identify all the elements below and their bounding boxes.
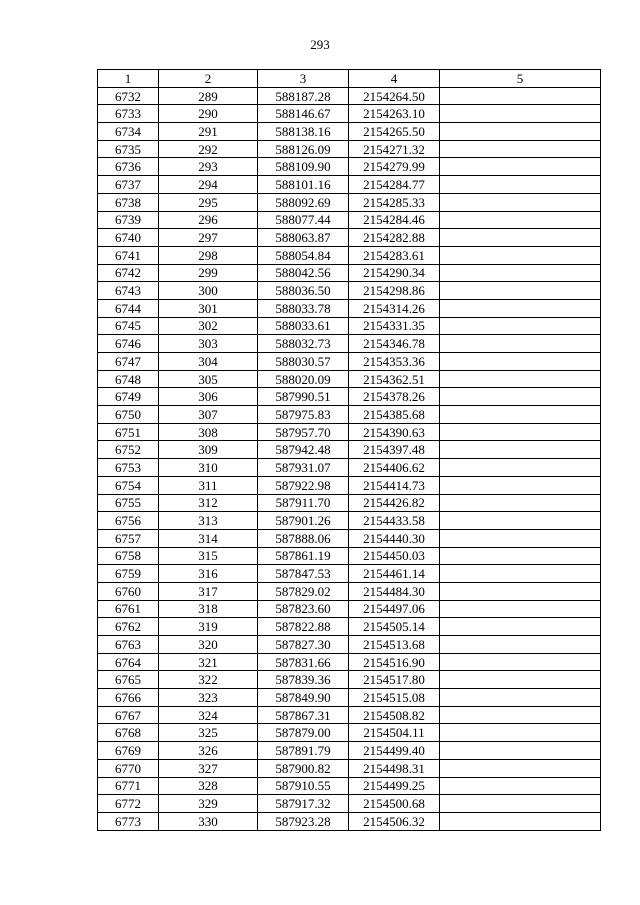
table-cell-col-3: 587910.55: [258, 777, 349, 795]
table-row: [98, 777, 601, 795]
table-cell-col-1: 6752: [98, 441, 159, 459]
table-cell-col-2: 294: [159, 176, 258, 194]
table-cell-col-1: 6732: [98, 87, 159, 105]
table-cell-col-4: 2154298.86: [349, 282, 440, 300]
table-cell-col-5: [440, 653, 601, 671]
table-cell-col-3: 587867.31: [258, 706, 349, 724]
table-row: [98, 140, 601, 158]
table-cell-col-5: [440, 689, 601, 707]
table-row: [98, 370, 601, 388]
table-cell-col-2: 320: [159, 636, 258, 654]
table-cell-col-5: [440, 264, 601, 282]
table-cell-col-2: 321: [159, 653, 258, 671]
table-cell-col-3: 587879.00: [258, 724, 349, 742]
table-cell-col-3: 587839.36: [258, 671, 349, 689]
table-header-row: [98, 70, 601, 88]
coordinates-table: [97, 69, 601, 831]
table-cell-col-4: 2154414.73: [349, 476, 440, 494]
table-cell-col-1: 6758: [98, 547, 159, 565]
table-cell-col-3: 587931.07: [258, 459, 349, 477]
table-cell-col-3: 587911.70: [258, 494, 349, 512]
table-cell-col-3: 588109.90: [258, 158, 349, 176]
table-cell-col-1: 6745: [98, 317, 159, 335]
table-cell-col-2: 311: [159, 476, 258, 494]
table-row: [98, 158, 601, 176]
table-cell-col-4: 2154353.36: [349, 353, 440, 371]
table-cell-col-2: 301: [159, 299, 258, 317]
table-cell-col-5: [440, 742, 601, 760]
table-cell-col-1: 6768: [98, 724, 159, 742]
table-cell-col-2: 324: [159, 706, 258, 724]
table-cell-col-2: 303: [159, 335, 258, 353]
table-cell-col-4: 2154265.50: [349, 123, 440, 141]
table-cell-col-5: [440, 123, 601, 141]
table-cell-col-4: 2154283.61: [349, 246, 440, 264]
table-cell-col-4: 2154513.68: [349, 636, 440, 654]
table-cell-col-2: 289: [159, 87, 258, 105]
table-cell-col-5: [440, 547, 601, 565]
table-row: [98, 759, 601, 777]
table-cell-col-1: 6750: [98, 406, 159, 424]
table-row: [98, 812, 601, 830]
table-cell-col-2: 297: [159, 229, 258, 247]
table-cell-col-5: [440, 353, 601, 371]
table-row: [98, 441, 601, 459]
table-row: [98, 317, 601, 335]
table-cell-col-3: 588101.16: [258, 176, 349, 194]
column-header-1: 1: [98, 70, 159, 88]
table-cell-col-5: [440, 193, 601, 211]
table-row: [98, 246, 601, 264]
table-row: [98, 211, 601, 229]
table-cell-col-2: 310: [159, 459, 258, 477]
table-cell-col-4: 2154484.30: [349, 582, 440, 600]
table-row: [98, 388, 601, 406]
column-header-2: 2: [159, 70, 258, 88]
table-cell-col-4: 2154314.26: [349, 299, 440, 317]
table-cell-col-4: 2154263.10: [349, 105, 440, 123]
table-row: [98, 335, 601, 353]
table-cell-col-1: 6736: [98, 158, 159, 176]
table-cell-col-2: 291: [159, 123, 258, 141]
table-cell-col-1: 6769: [98, 742, 159, 760]
table-cell-col-2: 308: [159, 423, 258, 441]
table-cell-col-3: 588020.09: [258, 370, 349, 388]
table-cell-col-5: [440, 229, 601, 247]
table-cell-col-3: 588126.09: [258, 140, 349, 158]
table-cell-col-4: 2154284.77: [349, 176, 440, 194]
table-cell-col-1: 6738: [98, 193, 159, 211]
table-cell-col-5: [440, 459, 601, 477]
table-cell-col-1: 6754: [98, 476, 159, 494]
table-cell-col-5: [440, 423, 601, 441]
table-cell-col-1: 6751: [98, 423, 159, 441]
table-cell-col-2: 317: [159, 582, 258, 600]
table-cell-col-3: 587891.79: [258, 742, 349, 760]
table-row: [98, 282, 601, 300]
table-cell-col-3: 587831.66: [258, 653, 349, 671]
column-header-4: 4: [349, 70, 440, 88]
table-row: [98, 706, 601, 724]
table-cell-col-4: 2154515.08: [349, 689, 440, 707]
table-cell-col-5: [440, 600, 601, 618]
table-cell-col-5: [440, 724, 601, 742]
table-cell-col-1: 6749: [98, 388, 159, 406]
table-cell-col-1: 6746: [98, 335, 159, 353]
table-cell-col-2: 299: [159, 264, 258, 282]
table-cell-col-1: 6760: [98, 582, 159, 600]
table-cell-col-3: 587849.90: [258, 689, 349, 707]
table-cell-col-3: 587822.88: [258, 618, 349, 636]
table-cell-col-1: 6747: [98, 353, 159, 371]
table-row: [98, 795, 601, 813]
table-row: [98, 512, 601, 530]
table-cell-col-1: 6753: [98, 459, 159, 477]
table-cell-col-3: 587861.19: [258, 547, 349, 565]
table-cell-col-2: 305: [159, 370, 258, 388]
table-cell-col-5: [440, 671, 601, 689]
table-cell-col-2: 302: [159, 317, 258, 335]
table-cell-col-1: 6733: [98, 105, 159, 123]
table-cell-col-2: 314: [159, 529, 258, 547]
table-row: [98, 618, 601, 636]
table-cell-col-4: 2154362.51: [349, 370, 440, 388]
table-cell-col-2: 292: [159, 140, 258, 158]
table-cell-col-5: [440, 441, 601, 459]
table-cell-col-5: [440, 512, 601, 530]
table-cell-col-5: [440, 176, 601, 194]
table-cell-col-5: [440, 317, 601, 335]
table-cell-col-5: [440, 335, 601, 353]
table-cell-col-2: 295: [159, 193, 258, 211]
table-body: [98, 87, 601, 830]
table-row: [98, 176, 601, 194]
table-cell-col-1: 6762: [98, 618, 159, 636]
table-cell-col-4: 2154285.33: [349, 193, 440, 211]
table-row: [98, 742, 601, 760]
table-cell-col-4: 2154279.99: [349, 158, 440, 176]
table-row: [98, 105, 601, 123]
table-cell-col-4: 2154426.82: [349, 494, 440, 512]
table-cell-col-2: 322: [159, 671, 258, 689]
table-cell-col-2: 312: [159, 494, 258, 512]
table-cell-col-2: 309: [159, 441, 258, 459]
table-row: [98, 565, 601, 583]
table-cell-col-2: 298: [159, 246, 258, 264]
table-cell-col-3: 588063.87: [258, 229, 349, 247]
table-cell-col-2: 327: [159, 759, 258, 777]
table-cell-col-4: 2154346.78: [349, 335, 440, 353]
table-cell-col-1: 6759: [98, 565, 159, 583]
table-cell-col-1: 6770: [98, 759, 159, 777]
table-cell-col-2: 304: [159, 353, 258, 371]
table-cell-col-5: [440, 370, 601, 388]
table-cell-col-1: 6743: [98, 282, 159, 300]
table-cell-col-3: 588187.28: [258, 87, 349, 105]
table-cell-col-3: 588032.73: [258, 335, 349, 353]
table-cell-col-5: [440, 246, 601, 264]
table-cell-col-1: 6761: [98, 600, 159, 618]
table-cell-col-1: 6773: [98, 812, 159, 830]
table-row: [98, 689, 601, 707]
table-cell-col-4: 2154504.11: [349, 724, 440, 742]
table-cell-col-1: 6734: [98, 123, 159, 141]
table-row: [98, 724, 601, 742]
table-cell-col-2: 329: [159, 795, 258, 813]
table-cell-col-2: 296: [159, 211, 258, 229]
table-cell-col-5: [440, 299, 601, 317]
table-cell-col-5: [440, 565, 601, 583]
table-row: [98, 87, 601, 105]
table-cell-col-3: 588138.16: [258, 123, 349, 141]
table-row: [98, 671, 601, 689]
table-cell-col-5: [440, 706, 601, 724]
table-cell-col-4: 2154331.35: [349, 317, 440, 335]
table-cell-col-4: 2154450.03: [349, 547, 440, 565]
table-cell-col-3: 588030.57: [258, 353, 349, 371]
table-row: [98, 423, 601, 441]
table-cell-col-2: 306: [159, 388, 258, 406]
table-cell-col-4: 2154385.68: [349, 406, 440, 424]
table-row: [98, 636, 601, 654]
table-cell-col-3: 588054.84: [258, 246, 349, 264]
table-cell-col-2: 300: [159, 282, 258, 300]
table-cell-col-5: [440, 759, 601, 777]
table-cell-col-2: 325: [159, 724, 258, 742]
table-cell-col-3: 588036.50: [258, 282, 349, 300]
table-cell-col-4: 2154499.40: [349, 742, 440, 760]
table-cell-col-1: 6764: [98, 653, 159, 671]
table-cell-col-4: 2154390.63: [349, 423, 440, 441]
table-cell-col-4: 2154505.14: [349, 618, 440, 636]
table-cell-col-5: [440, 388, 601, 406]
table-row: [98, 529, 601, 547]
table-cell-col-1: 6742: [98, 264, 159, 282]
table-cell-col-5: [440, 494, 601, 512]
table-row: [98, 494, 601, 512]
table-cell-col-4: 2154516.90: [349, 653, 440, 671]
table-cell-col-4: 2154264.50: [349, 87, 440, 105]
table-cell-col-5: [440, 158, 601, 176]
table-cell-col-1: 6763: [98, 636, 159, 654]
table-cell-col-5: [440, 795, 601, 813]
table-cell-col-3: 587901.26: [258, 512, 349, 530]
table-cell-col-5: [440, 211, 601, 229]
table-row: [98, 582, 601, 600]
table-row: [98, 459, 601, 477]
table-cell-col-1: 6740: [98, 229, 159, 247]
table-cell-col-1: 6772: [98, 795, 159, 813]
table-cell-col-1: 6737: [98, 176, 159, 194]
table-cell-col-3: 587827.30: [258, 636, 349, 654]
table-cell-col-1: 6748: [98, 370, 159, 388]
table-cell-col-5: [440, 582, 601, 600]
table-cell-col-1: 6771: [98, 777, 159, 795]
table-cell-col-1: 6741: [98, 246, 159, 264]
table-cell-col-3: 588146.67: [258, 105, 349, 123]
table-cell-col-1: 6755: [98, 494, 159, 512]
table-cell-col-4: 2154499.25: [349, 777, 440, 795]
table-row: [98, 264, 601, 282]
table-cell-col-3: 588042.56: [258, 264, 349, 282]
table-cell-col-2: 290: [159, 105, 258, 123]
table-cell-col-3: 587900.82: [258, 759, 349, 777]
table-cell-col-4: 2154290.34: [349, 264, 440, 282]
table-cell-col-2: 323: [159, 689, 258, 707]
table-cell-col-1: 6757: [98, 529, 159, 547]
table-cell-col-1: 6767: [98, 706, 159, 724]
table-cell-col-3: 587823.60: [258, 600, 349, 618]
table-cell-col-5: [440, 476, 601, 494]
table-cell-col-2: 316: [159, 565, 258, 583]
table-row: [98, 653, 601, 671]
table-cell-col-1: 6766: [98, 689, 159, 707]
table-cell-col-4: 2154517.80: [349, 671, 440, 689]
table-cell-col-4: 2154440.30: [349, 529, 440, 547]
table-cell-col-5: [440, 529, 601, 547]
table-cell-col-2: 307: [159, 406, 258, 424]
table-cell-col-3: 587923.28: [258, 812, 349, 830]
table-cell-col-4: 2154397.48: [349, 441, 440, 459]
table-cell-col-2: 313: [159, 512, 258, 530]
table-row: [98, 476, 601, 494]
table-cell-col-5: [440, 87, 601, 105]
table-row: [98, 299, 601, 317]
table-cell-col-5: [440, 618, 601, 636]
table-cell-col-3: 587990.51: [258, 388, 349, 406]
table-cell-col-4: 2154271.32: [349, 140, 440, 158]
table-cell-col-3: 587829.02: [258, 582, 349, 600]
table-cell-col-1: 6756: [98, 512, 159, 530]
table-cell-col-5: [440, 282, 601, 300]
table-row: [98, 547, 601, 565]
table-cell-col-3: 588033.78: [258, 299, 349, 317]
table-cell-col-5: [440, 812, 601, 830]
table-row: [98, 406, 601, 424]
page-number: 293: [310, 37, 330, 52]
column-header-5: 5: [440, 70, 601, 88]
table-cell-col-3: 587888.06: [258, 529, 349, 547]
table-cell-col-3: 587847.53: [258, 565, 349, 583]
table-cell-col-5: [440, 777, 601, 795]
table-cell-col-5: [440, 105, 601, 123]
table-cell-col-2: 315: [159, 547, 258, 565]
table-cell-col-4: 2154506.32: [349, 812, 440, 830]
table-row: [98, 600, 601, 618]
table-cell-col-4: 2154433.58: [349, 512, 440, 530]
table-cell-col-1: 6744: [98, 299, 159, 317]
table-cell-col-4: 2154500.68: [349, 795, 440, 813]
table-cell-col-3: 587917.32: [258, 795, 349, 813]
table-row: [98, 229, 601, 247]
table-cell-col-2: 318: [159, 600, 258, 618]
table-row: [98, 193, 601, 211]
table-cell-col-4: 2154497.06: [349, 600, 440, 618]
table-cell-col-4: 2154378.26: [349, 388, 440, 406]
table-cell-col-1: 6739: [98, 211, 159, 229]
table-cell-col-2: 293: [159, 158, 258, 176]
table-cell-col-2: 328: [159, 777, 258, 795]
table-cell-col-2: 326: [159, 742, 258, 760]
table-row: [98, 353, 601, 371]
table-cell-col-1: 6735: [98, 140, 159, 158]
table-cell-col-3: 588077.44: [258, 211, 349, 229]
table-cell-col-2: 330: [159, 812, 258, 830]
table-cell-col-3: 587942.48: [258, 441, 349, 459]
table-cell-col-4: 2154508.82: [349, 706, 440, 724]
table-cell-col-3: 587975.83: [258, 406, 349, 424]
table-cell-col-4: 2154406.62: [349, 459, 440, 477]
table-cell-col-5: [440, 140, 601, 158]
table-cell-col-3: 588033.61: [258, 317, 349, 335]
table-cell-col-3: 587957.70: [258, 423, 349, 441]
table-cell-col-1: 6765: [98, 671, 159, 689]
table-cell-col-4: 2154284.46: [349, 211, 440, 229]
table-cell-col-3: 587922.98: [258, 476, 349, 494]
table-cell-col-4: 2154498.31: [349, 759, 440, 777]
table-cell-col-5: [440, 406, 601, 424]
table-cell-col-4: 2154461.14: [349, 565, 440, 583]
table-cell-col-2: 319: [159, 618, 258, 636]
column-header-3: 3: [258, 70, 349, 88]
table-cell-col-4: 2154282.88: [349, 229, 440, 247]
table-row: [98, 123, 601, 141]
table-cell-col-3: 588092.69: [258, 193, 349, 211]
table-cell-col-5: [440, 636, 601, 654]
